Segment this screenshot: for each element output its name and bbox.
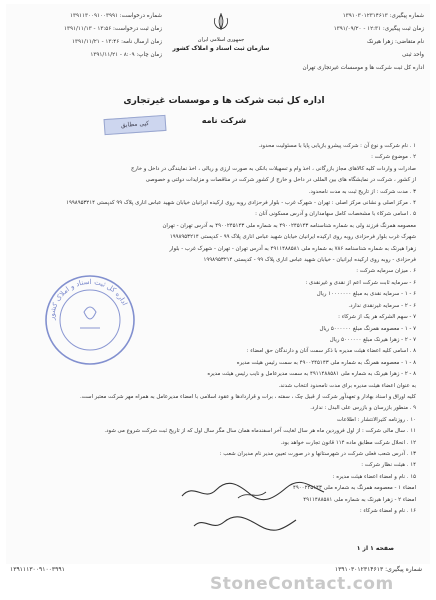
body-line: ۵ . اسامی شرکاء با مشخصات کامل سهامداران و آدرس مسکونی آنان : <box>255 211 416 218</box>
body-line: فرحزادی - روبه روی ارکیده ایرانیان - خیابان شهید عباس اناری پلاک ۹۹ - کدپستی ۱۹۹۸۹۵۳۲۱۴ <box>203 257 416 264</box>
signature-1 <box>178 480 328 504</box>
body-line: ۶ - ۲ - سرمایه غیرنقدی ندارد. <box>348 302 416 309</box>
organization-name: سازمان ثبت اسناد و املاک کشور <box>172 45 270 52</box>
body-line: ۱۰ . روزنامه کثیرالانتشار : اطلاعات <box>336 416 416 423</box>
document-title: اداره کل ثبت شرکت ها و موسسات غیرتجاری <box>123 96 325 106</box>
signature-2 <box>190 514 300 534</box>
tracking-info <box>284 10 424 75</box>
body-line: زهرا هیرنک به شماره شناسنامه ۷۸۶ به شماره ملی ۴۹۱۱۴۸۸۵۸۱ به آدرس تهران - تهران - شهرک غرب - بلوار <box>169 245 416 252</box>
footer-request-number: ۱۳۹۱۱۱۳۰۰۹۱۰۰۳۹۹۱ <box>10 566 65 573</box>
body-line: ۴ . مرکز اصلی و نشانی مرکز اصلی : تهران - شهرک غرب - بلوار فرحزادی روبه روی ارکیده ایرانیان خیابان شهید عباس اناری پلاک ۹۹ کدپستی ۱۹۹۸۹۵۳۲۱۴ <box>66 200 416 207</box>
body-line: ۶ . میزان سرمایه شرکت : <box>356 268 416 275</box>
tracking-date: زمان ثبت پیگیری: ۱۲:۳۱ - ۱۳۹۱/۰۹/۲۰ <box>333 26 424 32</box>
body-line: ۶ - سرمایه ثابت شرکت اعم از نقدی و غیرنقدی : <box>305 279 416 286</box>
print-date: زمان چاپ: ۸:۰۹ - ۱۳۹۱/۱۱/۲۱ <box>90 52 162 58</box>
body-line: ۸ - ۱ - معصومه همرنگ به شماره ملی ۴۹۰۰۲۴۵۱۴۳ به سمت رئیس هیئت مدیره <box>236 359 416 366</box>
body-line: ۶ - ۱ - سرمایه نقدی به مبلغ ۱۰۰۰۰۰۰۰ ریال <box>316 291 416 298</box>
body-line: ۲ . موضوع شرکت : <box>371 154 416 161</box>
page-number: صفحه ۱ از ۱ <box>356 545 394 552</box>
document-subtitle: شرکت نامه <box>201 116 247 125</box>
registry-unit-label: واحد ثبتی <box>401 52 424 58</box>
body-line: ۸ . اسامی کلیه اعضاء هیئت مدیره با ذکر سمت آنان و دارندگان حق امضاء : <box>246 348 416 355</box>
body-line: ۱۱ . سال مالی شرکت : از اول فروردین ماه هر سال لغایت آخر اسفندماه همان سال مگر سال اول که از تاریخ ثبت شرکت شروع می شود. <box>104 428 416 435</box>
official-seal <box>42 272 138 368</box>
tracking-number: شماره پیگیری: ۱۳۹۱۰۳۰۱۲۳۱۴۶۱۳ <box>342 13 424 19</box>
document-page <box>6 4 430 564</box>
body-line: امضاء ۲ - زهرا هیرنک به شماره ملی ۴۹۱۱۴۸۸۵۸۱ <box>303 496 416 503</box>
body-line: ۳ . مدت شرکت : از تاریخ ثبت به مدت نامحدود. <box>308 188 416 195</box>
body-line: ۹ . منطور بازرسان و بازرس علی البدل : ندارد. <box>310 405 416 412</box>
body-line: صادرات و واردات کلیه کالاهای مجاز بازرگانی ، اخذ وام و تسهیلات بانکی به صورت ارزی و ریالی ، اخذ نمایندگی در داخل و خارج <box>131 165 416 172</box>
seal-text: اداره کل ثبت اسناد و املاک کشور <box>47 277 129 321</box>
body-line: ۷ - ۲ - زهرا هیرنک مبلغ ۵۰۰۰۰۰۰ ریال <box>329 336 416 343</box>
body-line: ۱۵ . نام و امضاء اعضاء هیئت مدیره : <box>332 473 416 480</box>
body-line: کلیه اوراق و اسناد بهادار و تعهدآور شرکت از قبیل چک ، سفته ، برات و قراردادها و عقود اسلامی با امضاء مدیرعامل به همراه مهر شرکت معتبر است. <box>79 393 416 400</box>
request-info <box>12 10 162 62</box>
footer-tracking-number: شماره پیگیری: ۱۳۹۱۰۳۰۱۲۳۱۴۶۱۳ <box>334 566 422 573</box>
body-line: ۸ - ۲ - زهرا هیرنک به شماره ملی ۴۹۱۱۴۸۸۵۸۱ به سمت مدیرعامل و نایب رئیس هیئت مدیره <box>207 371 416 378</box>
body-line: به عنوان اعضاء هیئت مدیره برای مدت نامحدود انتخاب شدند. <box>278 382 416 389</box>
body-line: ۱۳ . آدرس شعب فعلی شرکت در شهرستانها و در صورت تعیین مدیر نام مدیران شعب : <box>219 450 416 457</box>
body-line: امضاء ۱ - معصومه همرنگ به شماره ملی ۴۹۰۰۲۴۵۱۴۳ <box>292 485 416 492</box>
country-name: جمهوری اسلامی ایران <box>197 37 245 43</box>
applicant-name: نام متقاضی: زهرا هیرنک <box>366 39 424 45</box>
body-line: از کشور ، شرکت در نمایشگاه های بین المللی در داخل و خارج از کشور شرکت در مناقصات و مزایدات دولتی و خصوصی <box>145 177 416 184</box>
body-line: معصومه همرنگ فرزند ولی به شماره شناسنامه ۴۹۰۰۲۴۵۱۴۳ به شماره ملی ۴۹۰۰۲۴۵۱۴۳ به آدرس تهران - تهران <box>162 222 416 229</box>
copy-stamp: کپی مطابق <box>104 115 167 135</box>
org-header <box>156 12 286 52</box>
watermark: StoneContact.com <box>210 574 394 594</box>
body-line: ۱۴ . هیئت نظار شرکت : <box>361 462 416 469</box>
request-number: شماره درخواست: ۱۳۹۱۱۳۰۰۹۱۰۰۳۹۹۱ <box>69 13 162 19</box>
registry-office: اداره کل ثبت شرکت ها و موسسات غیرتجاری تهران <box>302 65 424 71</box>
body-line: ۷ - سهم الشرکه هر یک از شرکاء : <box>338 314 416 321</box>
body-line: شهرک غرب بلوار فرحزادی روبه روی ارکیده ایرانیان خیابان شهید عباس اناری پلاک ۹۹ - کدپستی ۱۹۹۸۹۵۳۲۱۴ <box>169 234 416 241</box>
emblem-icon <box>210 12 232 32</box>
body-line: ۱۶ . نام و امضاء شرکاء : <box>359 508 416 514</box>
body-line: ۷ - ۱ - معصومه همرنگ مبلغ ۵۰۰۰۰۰۰ ریال <box>319 325 416 332</box>
request-date: زمان ثبت درخواست: ۱۳:۵۶ - ۱۳۹۱/۱۱/۱۳ <box>63 26 162 32</box>
body-line: ۱۲ . انحلال شرکت مطابق ماده ۱۱۴ قانون تجارت خواهد بود. <box>280 439 416 446</box>
body-line: ۱ . نام شرکت و نوع آن : شرکت پیشرو بازیابی پایا با مسئولیت محدود. <box>258 143 416 149</box>
sent-date: زمان ارسال نامه: ۱۳:۴۶ - ۱۳۹۱/۱۱/۲۱ <box>72 39 162 45</box>
